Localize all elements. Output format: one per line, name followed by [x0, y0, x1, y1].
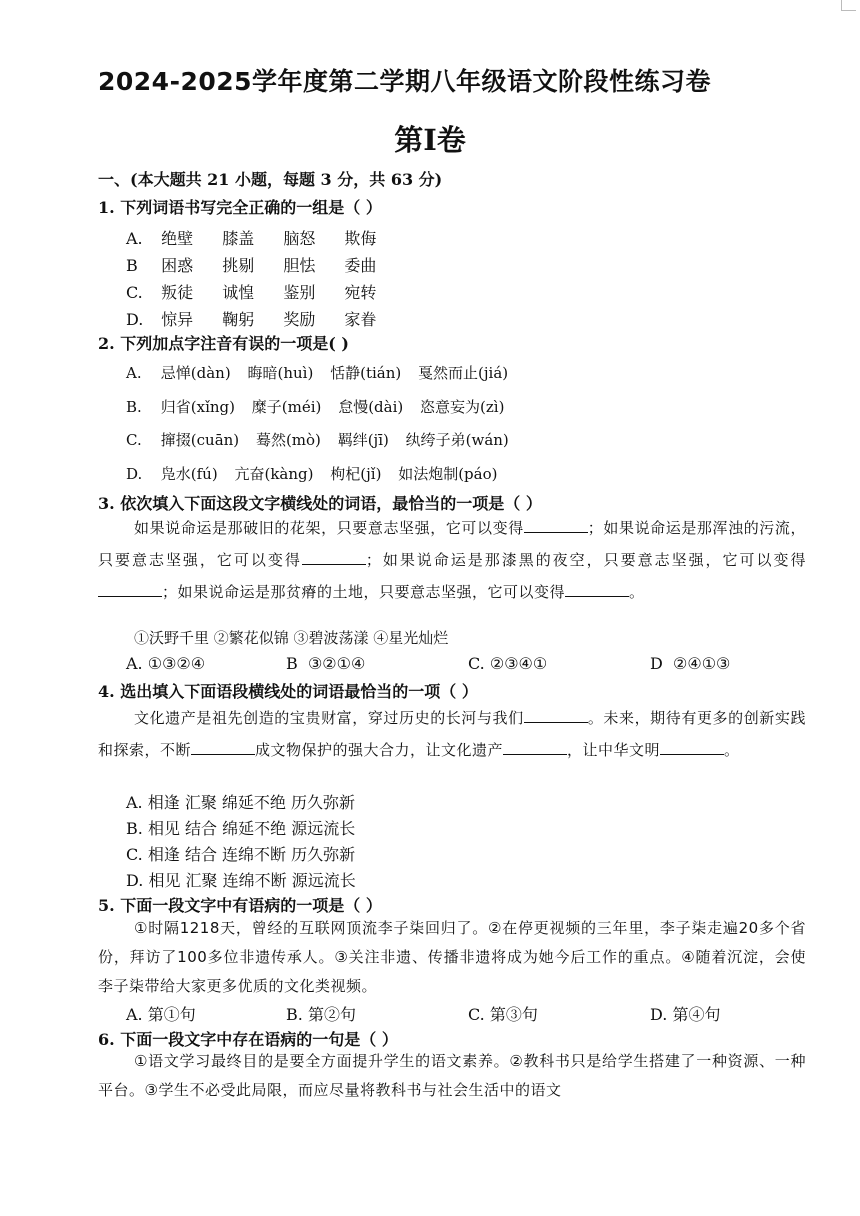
- q1-option-c: C. 叛徒 诚惶 鉴别 宛转: [126, 283, 377, 302]
- q2-option-c: C. 撺掇(cuān) 蓦然(mò) 羁绊(jī) 纨绔子弟(wán): [126, 431, 509, 449]
- volume-title: 第Ⅰ卷: [394, 123, 466, 157]
- q5-option-a: A. 第①句: [126, 1005, 196, 1024]
- q2-stem: 2. 下列加点字注音有误的一项是( ): [98, 334, 349, 353]
- fill-blank: [191, 740, 255, 755]
- q1-option-b: B 困惑 挑剔 胆怯 委曲: [126, 256, 377, 275]
- q3-option-b: B ③②①④: [286, 654, 366, 673]
- fill-blank: [660, 740, 724, 755]
- q4-option-d: D. 相见 汇聚 连绵不断 源远流长: [126, 871, 356, 890]
- q6-stem: 6. 下面一段文字中存在语病的一句是（ ）: [98, 1030, 398, 1049]
- q4-passage: 文化遗产是祖先创造的宝贵财富，穿过历史的长河与我们 。未来，期待有更多的创新实践和探索，不断 成文物保护的强大合力，让文化遗产 ，让中华文明 。: [98, 709, 806, 759]
- q5-option-c: C. 第③句: [468, 1005, 538, 1024]
- fill-blank: [503, 740, 567, 755]
- q5-option-d: D. 第④句: [650, 1005, 721, 1024]
- q5-passage: ①时隔1218天，曾经的互联网顶流李子柒回归了。②在停更视频的三年里，李子柒走遍20多个省份，拜访了100多位非遗传承人。③关注非遗、传播非遗将成为她今后工作的重点。④随着沉淀，会使李子柒带给大家更多优质的文化类视频。: [98, 919, 806, 995]
- fill-blank: [524, 708, 588, 723]
- q2-option-d: D. 凫水(fú) 亢奋(kàng) 枸杞(jǐ) 如法炮制(páo): [126, 465, 498, 483]
- q1-option-d: D. 惊异 鞠躬 奖励 家眷: [126, 310, 377, 329]
- q3-stem: 3. 依次填入下面这段文字横线处的词语，最恰当的一项是（ ）: [98, 494, 542, 513]
- q4-option-a: A. 相逢 汇聚 绵延不绝 历久弥新: [126, 793, 355, 812]
- q1-stem: 1. 下列词语书写完全正确的一组是（ ）: [98, 198, 382, 217]
- section-heading: 一、(本大题共 21 小题，每题 3 分，共 63 分): [98, 170, 443, 189]
- q6-passage: ①语文学习最终目的是要全方面提升学生的语文素养。②教科书只是给学生搭建了一种资源、一种平台。③学生不必受此局限，而应尽量将教科书与社会生活中的语文: [98, 1052, 806, 1099]
- fill-blank: [98, 582, 162, 597]
- q5-option-b: B. 第②句: [286, 1005, 356, 1024]
- q1-option-a: A. 绝壁 膝盖 脑怒 欺侮: [126, 229, 377, 248]
- q3-option-c: C. ②③④①: [468, 654, 548, 673]
- fill-blank: [302, 550, 366, 565]
- q3-passage: 如果说命运是那破旧的花架，只要意志坚强，它可以变得 ；如果说命运是那浑浊的污流，只要意志坚强，它可以变得 ；如果说命运是那漆黑的夜空，只要意志坚强，它可以变得；如果说命运是那贫瘠的土地，只要意志坚强，它可以变得 。: [98, 519, 806, 601]
- q3-choices: ①沃野千里 ②繁花似锦 ③碧波荡漾 ④星光灿烂: [134, 629, 449, 647]
- page-corner-mark: [841, 0, 856, 11]
- q2-option-a: A. 忌惮(dàn) 晦暗(huì) 恬静(tián) 戛然而止(jiá): [126, 364, 509, 382]
- q4-option-b: B. 相见 结合 绵延不绝 源远流长: [126, 819, 356, 838]
- fill-blank: [565, 582, 629, 597]
- q4-stem: 4. 选出填入下面语段横线处的词语最恰当的一项（ ）: [98, 682, 478, 701]
- fill-blank: [524, 518, 588, 533]
- q3-option-a: A. ①③②④: [126, 654, 206, 673]
- q4-option-c: C. 相逢 结合 连绵不断 历久弥新: [126, 845, 356, 864]
- q3-option-d: D ②④①③: [650, 654, 731, 673]
- q2-option-b: B. 归省(xǐng) 糜子(méi) 怠慢(dài) 恣意妄为(zì): [126, 398, 505, 416]
- q5-stem: 5. 下面一段文字中有语病的一项是（ ）: [98, 896, 382, 915]
- exam-title: 2024-2025学年度第二学期八年级语文阶段性练习卷: [98, 67, 712, 96]
